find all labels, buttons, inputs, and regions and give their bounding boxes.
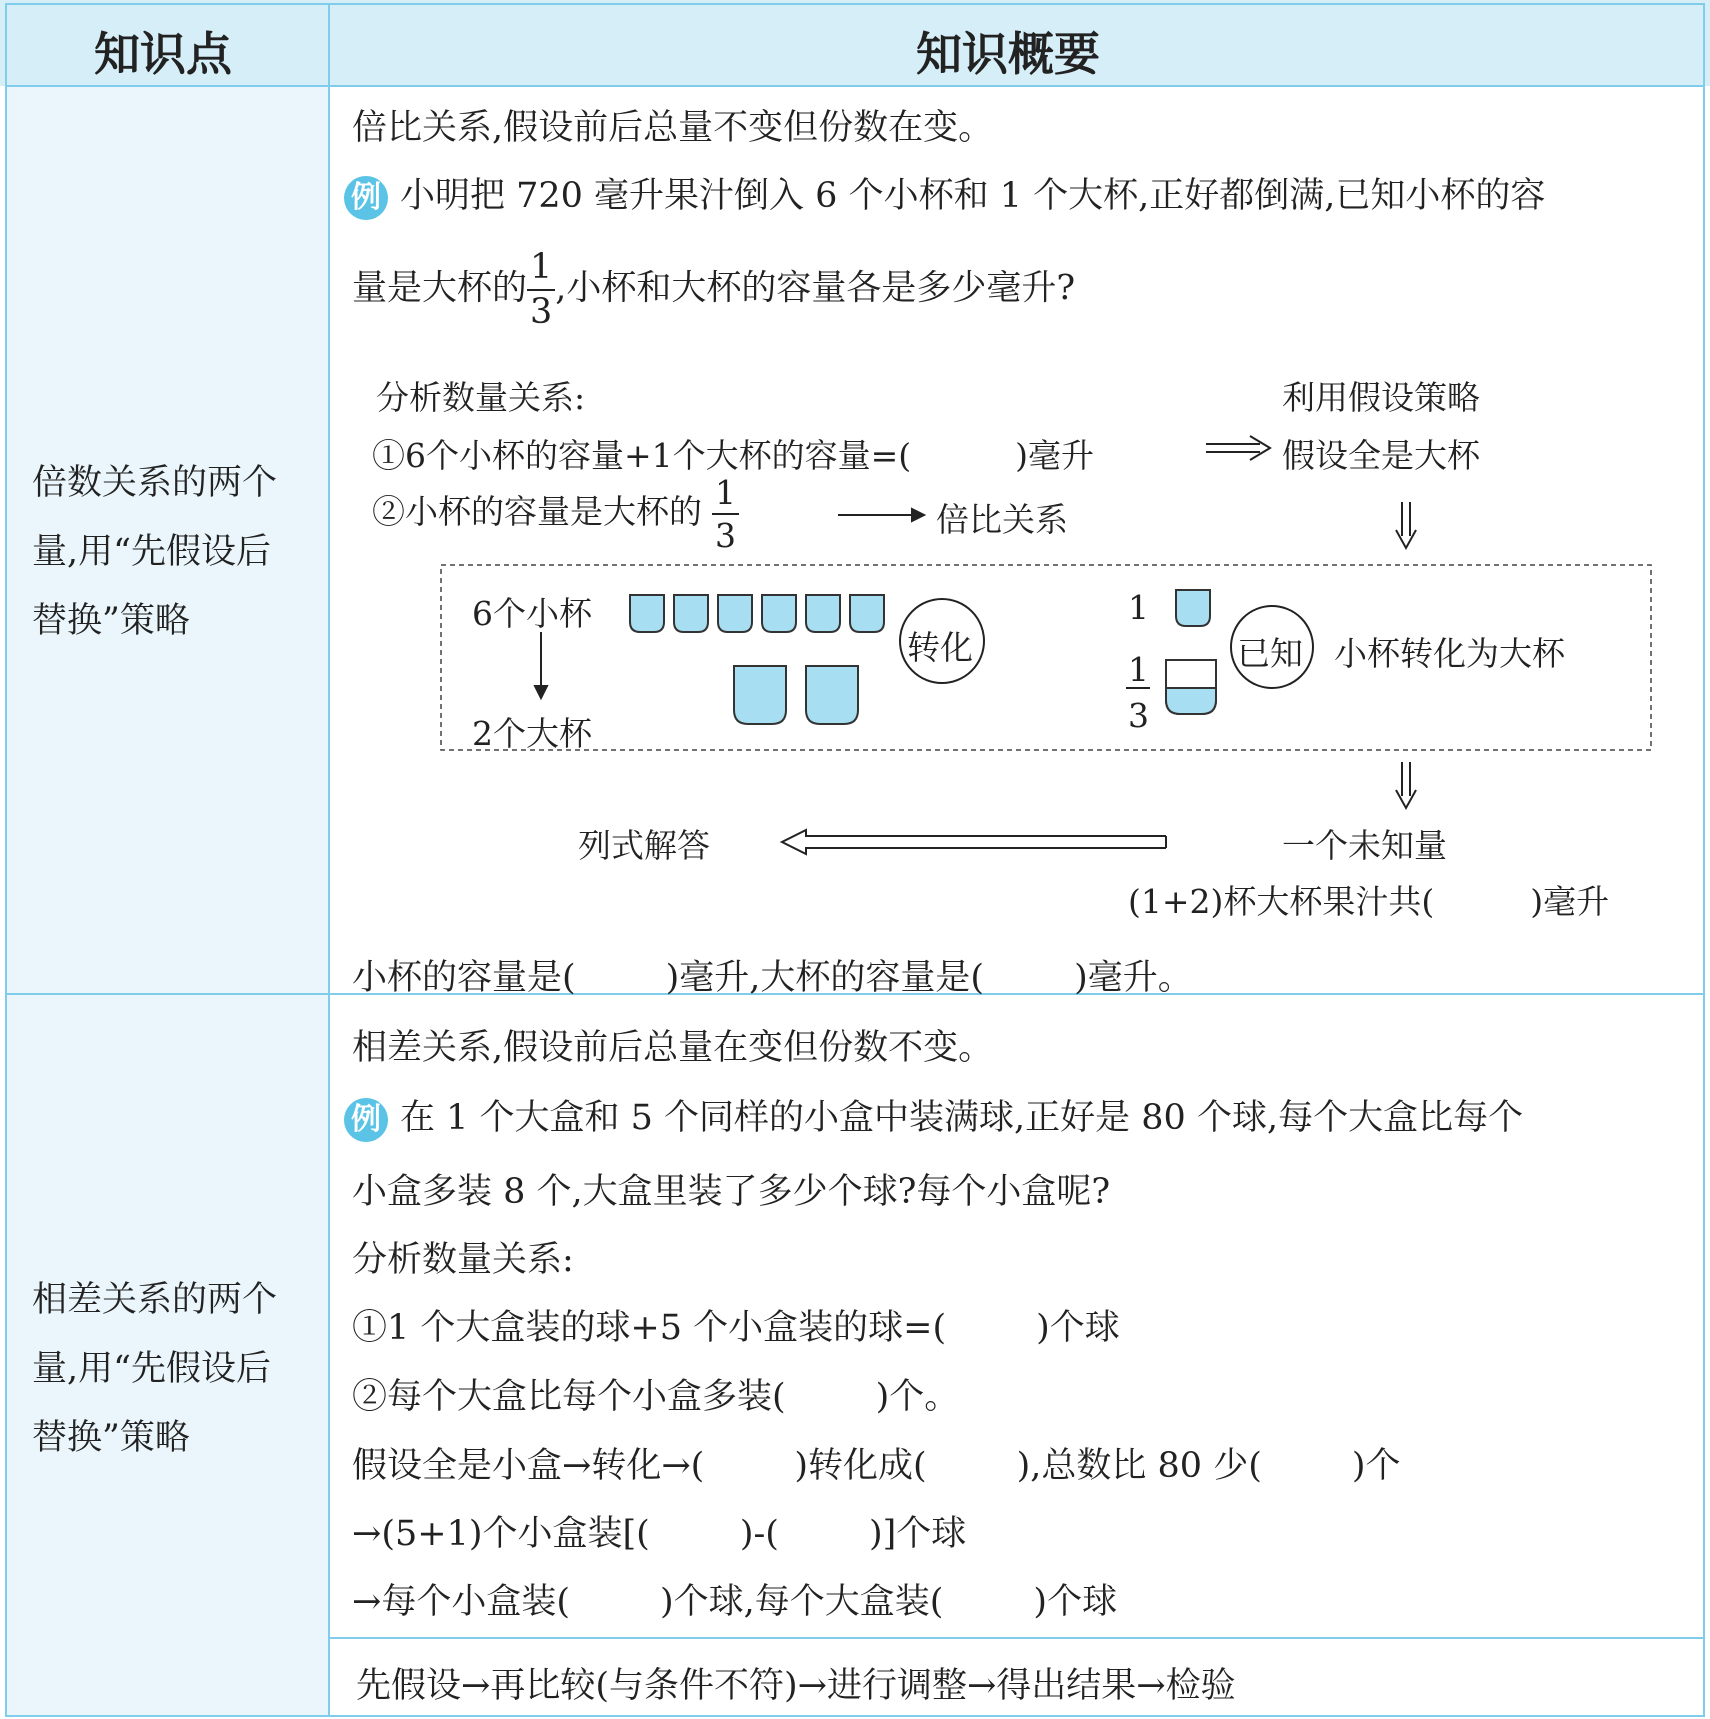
two-big-cups-label: 2个大杯 (472, 714, 592, 753)
summary-line: 先假设→再比较(与条件不符)→进行调整→得出结果→检验 (356, 1666, 1236, 1706)
point-2-line-2: 量,用“先假设后 (32, 1349, 272, 1389)
header-knowledge-point: 知识点 (94, 27, 232, 81)
solve-label: 列式解答 (578, 826, 710, 865)
strategy-label: 利用假设策略 (1282, 378, 1480, 417)
ratio-relation: 倍比关系 (936, 500, 1068, 539)
row2-step-3: →每个小盒装( )个球,每个大盒装( )个球 (352, 1582, 1118, 1622)
convert-label: 转化 (907, 628, 973, 667)
point-1-line-3: 替换”策略 (32, 601, 190, 641)
diagram-fraction-den: 3 (1128, 696, 1149, 735)
header-knowledge-summary: 知识概要 (916, 27, 1100, 81)
arrow-right-icon (838, 509, 924, 521)
example-icon: 例 (344, 176, 388, 220)
point-1-line-2: 量,用“先假设后 (32, 532, 272, 572)
point-1-line-1: 倍数关系的两个 (32, 463, 278, 503)
row1-example-line2: 量是大杯的 $\frac{1}{3}$ ,小杯和大杯的容量各是多少毫升? (352, 247, 1076, 332)
row2-analysis-title: 分析数量关系: (352, 1240, 574, 1280)
total-juice-line: (1+2)杯大杯果汁共( )毫升 (1128, 882, 1610, 921)
single-small-cup-icon (1176, 590, 1210, 626)
row1-example-line1: 例 小明把 720 毫升果汁倒入 6 个小杯和 1 个大杯,正好都倒满,已知小杯的容 (344, 168, 1545, 220)
row2-step-1: 假设全是小盒→转化→( )转化成( ),总数比 80 少( )个 (352, 1446, 1401, 1486)
double-arrow-right-icon (1206, 436, 1270, 460)
row1-analysis-title: 分析数量关系: (376, 378, 586, 417)
arrow-down-icon (535, 632, 547, 698)
double-arrow-down-icon (1396, 762, 1416, 808)
row2-step-2: →(5+1)个小盒装[( )-( )]个球 (352, 1514, 967, 1554)
row1-intro: 倍比关系,假设前后总量不变但份数在变。 (352, 108, 994, 148)
big-cup-third-icon (1166, 660, 1216, 714)
small-to-big-label: 小杯转化为大杯 (1334, 634, 1565, 673)
point-2-line-1: 相差关系的两个 (32, 1280, 278, 1320)
one-unknown-label: 一个未知量 (1282, 826, 1447, 865)
row2-relation-2: ②每个大盒比每个小盒多装( )个。 (352, 1377, 960, 1417)
assume-all-big: 假设全是大杯 (1282, 436, 1480, 475)
row2-example-line1: 例 在 1 个大盒和 5 个同样的小盒中装满球,正好是 80 个球,每个大盒比每个 (344, 1090, 1523, 1142)
row1-answer: 小杯的容量是( )毫升,大杯的容量是( )毫升。 (352, 958, 1193, 998)
six-small-cups-label: 6个小杯 (472, 594, 592, 633)
row2-relation-1: ①1 个大盒装的球+5 个小盒装的球=( )个球 (352, 1308, 1120, 1348)
small-cups-icon (630, 595, 884, 632)
big-cups-icon (734, 666, 858, 724)
row1-relation-1: ①6个小杯的容量+1个大杯的容量=( )毫升 (372, 436, 1095, 475)
hollow-arrow-left-icon (782, 830, 1166, 854)
fraction-one-third: $\frac{1}{3}$ (527, 250, 555, 330)
point-2-line-3: 替换”策略 (32, 1418, 190, 1458)
double-arrow-down-icon (1396, 502, 1416, 548)
diagram-fraction-num: 1 (1128, 650, 1149, 689)
example-icon: 例 (344, 1098, 388, 1142)
row2-example-line2: 小盒多装 8 个,大盒里装了多少个球?每个小盒呢? (352, 1172, 1111, 1212)
known-label: 已知 (1237, 634, 1303, 673)
row2-intro: 相差关系,假设前后总量在变但份数不变。 (352, 1028, 994, 1068)
diagram-one: 1 (1128, 588, 1149, 627)
row1-relation-2: ②小杯的容量是大杯的 $\frac{1}{3}$ (372, 476, 739, 552)
